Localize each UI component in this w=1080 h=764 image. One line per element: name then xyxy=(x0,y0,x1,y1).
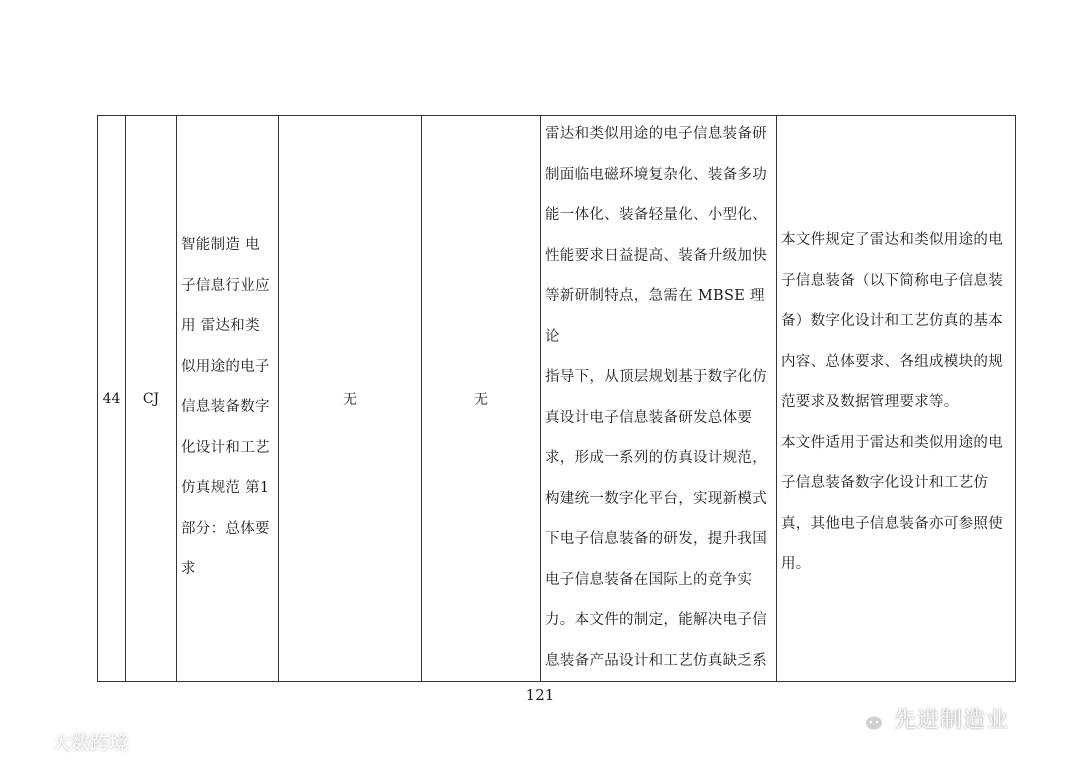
watermark-left-text: 大数跨境 xyxy=(52,732,129,754)
wechat-icon xyxy=(850,704,886,734)
page-number: 121 xyxy=(525,686,555,704)
row-code: CJ xyxy=(142,390,160,407)
related-standard-cell-1 xyxy=(279,116,422,682)
standard-title: 智能制造 电 子信息行业应 用 雷达和类 似用途的电子 信息装备数字 化设计和工艺 仿真规范 第1 部分：总体要 求 xyxy=(181,237,270,578)
standards-table xyxy=(97,115,1016,682)
purpose-text: 雷达和类似用途的电子信息装备研 制面临电磁环境复杂化、装备多功 能一体化、装备轻量化、小型化、 性能要求日益提高、装备升级加快 等新研制特点，急需在 MBSE 理论 指导下，从顶层规划基于数字化仿 真设计电子信息装备研发总体要 求，形成一系列的仿真设计规范， 构建统一数字化平台，实现新模式 下电子信息装备的研发，提升我国 电子信息装备在国际上的竞争实 力。本文件的制定，能解决电子信 息装备产品设计和工艺仿真缺乏系 xyxy=(545,126,767,669)
purpose-cell xyxy=(541,116,777,682)
row-code-cell xyxy=(126,116,177,682)
table-row xyxy=(98,116,1016,682)
standard-title-cell xyxy=(177,116,279,682)
related-standard-cell-2 xyxy=(422,116,541,682)
row-number: 44 xyxy=(102,390,121,407)
watermark-right-text: 先进制造业 xyxy=(894,708,1010,733)
watermark-right xyxy=(850,703,1009,734)
related-standard-2: 无 xyxy=(474,391,488,408)
scope-cell xyxy=(777,116,1016,682)
row-number-cell xyxy=(98,116,126,682)
scope-text: 本文件规定了雷达和类似用途的电 子信息装备（以下简称电子信息装 备）数字化设计和工艺仿真的基本 内容、总体要求、各组成模块的规 范要求及数据管理要求等。 本文件适用于雷达和类似用途的电 子信息装备数字化设计和工艺仿 真，其他电子信息装备亦可参照使 用。 xyxy=(781,232,1003,573)
weibo-icon xyxy=(8,730,48,754)
related-standard-1: 无 xyxy=(343,391,357,408)
watermark-left xyxy=(8,728,128,755)
